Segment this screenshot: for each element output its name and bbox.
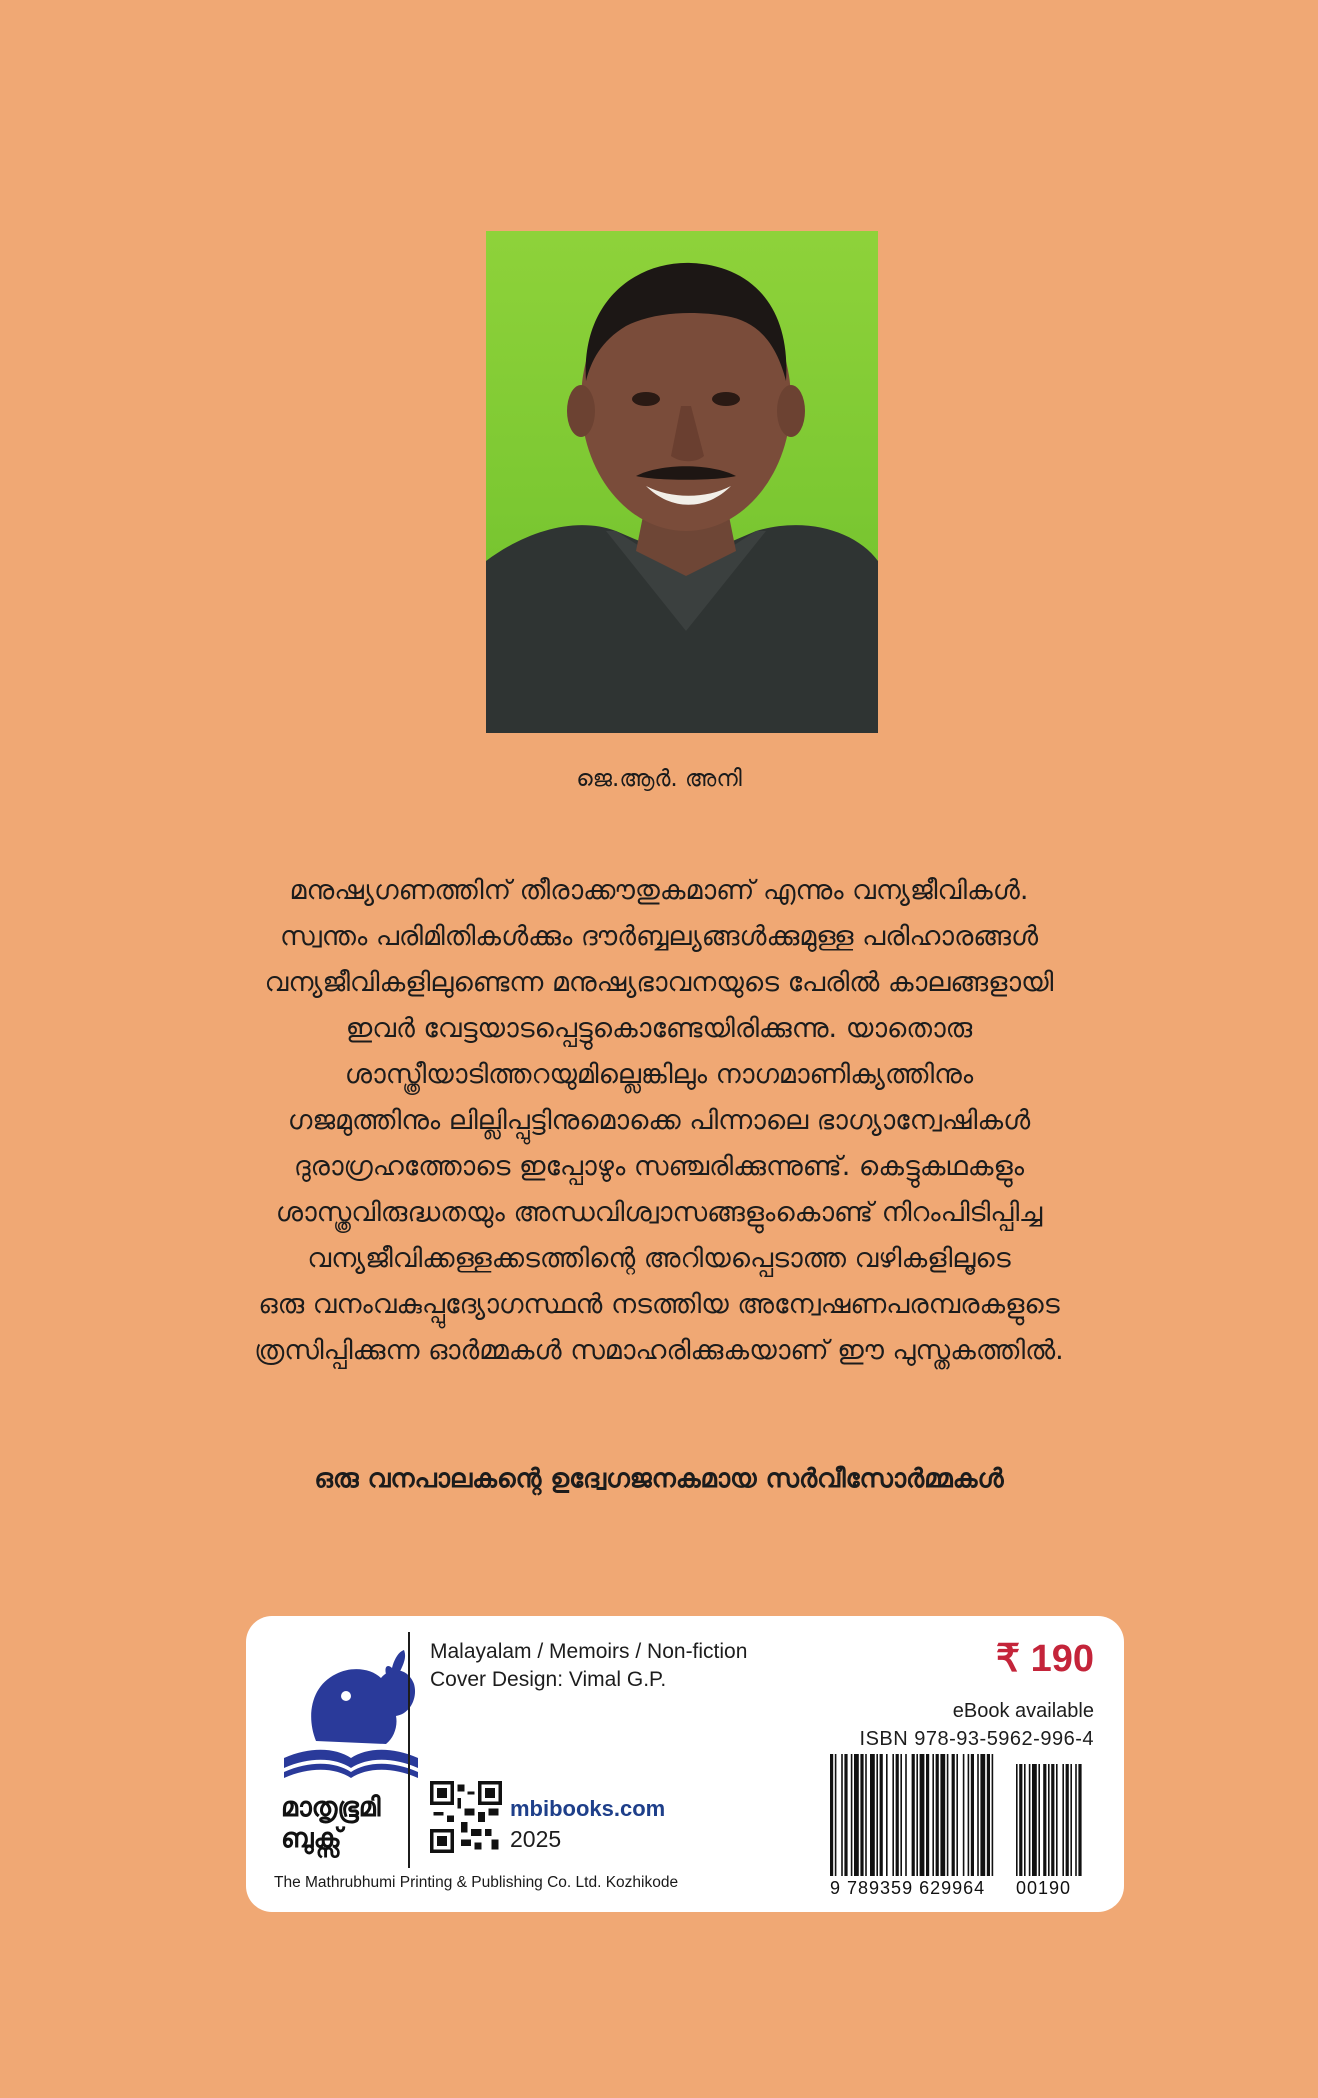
vertical-divider bbox=[408, 1632, 410, 1868]
blurb-line: വന്യജീവികളിലുണ്ടെന്ന മനുഷ്യഭാവനയുടെ പേരിൽ കാലങ്ങളായി bbox=[264, 967, 1054, 998]
cover-designer-text: Cover Design: Vimal G.P. bbox=[430, 1668, 667, 1691]
blurb-line: ത്രസിപ്പിക്കുന്ന ഓർമ്മകൾ സമാഹരിക്കുകയാണ് ഈ പുസ്തകത്തിൽ. bbox=[254, 1335, 1064, 1366]
blurb-paragraph bbox=[150, 868, 1168, 1374]
publisher-credit: The Mathrubhumi Printing & Publishing Co. Ltd. Kozhikode bbox=[274, 1874, 679, 1891]
blurb-line: സ്വന്തം പരിമിതികൾക്കും ദൗർബ്ബല്യങ്ങൾക്കുമുള്ള പരിഹാരങ്ങൾ bbox=[279, 921, 1039, 952]
blurb-line: മനുഷ്യഗണത്തിന് തീരാക്കൗതുകമാണ് എന്നും വന്യജീവികൾ. bbox=[289, 875, 1029, 906]
publication-year: 2025 bbox=[510, 1826, 562, 1852]
barcode-addon-number: 00190 bbox=[1016, 1878, 1072, 1898]
logo-name-line: ബുക്സ് bbox=[281, 1823, 342, 1854]
publisher-logo-name bbox=[281, 1792, 421, 1854]
barcode-icon bbox=[830, 1754, 1100, 1882]
blurb-line: ഒരു വനംവകുപ്പുദ്യോഗസ്ഥൻ നടത്തിയ അന്വേഷണപരമ്പരകളുടെ bbox=[258, 1289, 1060, 1320]
blurb-line: ശാസ്ത്രീയാടിത്തറയുമില്ലെങ്കിലും നാഗമാണിക്യത്തിനും bbox=[344, 1059, 974, 1090]
author-photo bbox=[486, 231, 878, 733]
genre-text: Malayalam / Memoirs / Non-fiction bbox=[430, 1640, 748, 1663]
logo-name-line: മാതൃഭൂമി bbox=[281, 1792, 381, 1823]
blurb-line: ഇവർ വേട്ടയാടപ്പെട്ടുകൊണ്ടേയിരിക്കുന്നു. യാതൊരു bbox=[345, 1013, 973, 1044]
isbn-number: ISBN 978-93-5962-996-4 bbox=[859, 1728, 1094, 1750]
blurb-line: ദുരാഗ്രഹത്തോടെ ഇപ്പോഴും സഞ്ചരിക്കുന്നുണ്ട്. കെട്ടുകഥകളും bbox=[293, 1151, 1025, 1182]
tagline: ഒരു വനപാലകന്റെ ഉദ്വേഗജനകമായ സർവീസോർമ്മകൾ bbox=[314, 1464, 1004, 1494]
info-box bbox=[246, 1616, 1124, 1912]
blurb-line: ഗജമുത്തിനും ലില്ലിപ്പുട്ടിനുമൊക്കെ പിന്നാലെ ഭാഗ്യാന്വേഷികൾ bbox=[287, 1105, 1031, 1136]
barcode-number: 9 789359 629964 bbox=[830, 1878, 986, 1898]
elephant-book-logo-icon bbox=[276, 1646, 426, 1786]
ebook-availability: eBook available bbox=[952, 1700, 1094, 1722]
website-link[interactable]: mbibooks.com bbox=[510, 1796, 666, 1821]
blurb-line: ശാസ്ത്രവിരുദ്ധതയും അന്ധവിശ്വാസങ്ങളുംകൊണ്ട് നിറംപിടിപ്പിച്ച bbox=[275, 1197, 1043, 1228]
qr-code-icon bbox=[430, 1781, 502, 1853]
price-label: ₹ 190 bbox=[995, 1638, 1094, 1680]
blurb-line: വന്യജീവിക്കള്ളക്കടത്തിന്റെ അറിയപ്പെടാത്ത വഴികളിലൂടെ bbox=[307, 1243, 1011, 1274]
author-name: ജെ.ആർ. അനി bbox=[576, 766, 742, 792]
